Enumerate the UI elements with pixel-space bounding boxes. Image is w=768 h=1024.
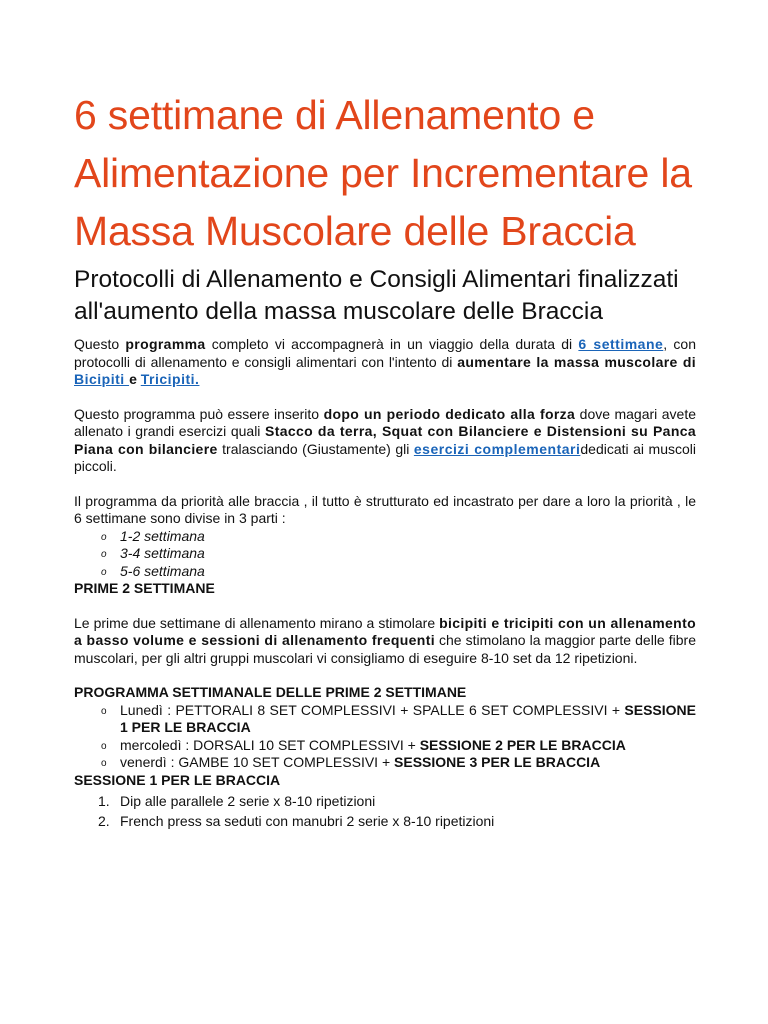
text-span: dove magari avete allenato i grandi esercizi quali <box>74 405 696 439</box>
priority-paragraph: Il programma da priorità alle braccia , il tutto è strutturato ed incastrato per dare a loro la priorità , le 6 settimane sono divise in 3 parti : <box>74 492 696 526</box>
exercise-text: French press sa seduti con manubri 2 serie x 8-10 ripetizioni <box>120 813 495 829</box>
schedule-session: SESSIONE 3 PER LE BRACCIA <box>394 754 601 770</box>
schedule-session: SESSIONE 1 PER LE BRACCIA <box>120 701 696 735</box>
list-item <box>74 811 696 831</box>
circle-bullet-icon: o <box>101 740 107 752</box>
section-heading-programma: PROGRAMMA SETTIMANALE DELLE PRIME 2 SETTIMANE <box>74 684 467 700</box>
list-item <box>74 528 696 546</box>
circle-bullet-icon: o <box>101 531 107 543</box>
list-item <box>74 791 696 811</box>
text-span: , con protocolli di allenamento e consigli alimentari con l'intento di <box>74 336 696 370</box>
link-6-settimane[interactable]: 6 settimane <box>578 336 664 352</box>
circle-bullet-icon: o <box>101 705 107 717</box>
page-subtitle: Protocolli di Allenamento e Consigli Alimentari finalizzati all'aumento della massa muscolare delle Braccia <box>74 266 679 325</box>
list-item <box>74 754 696 772</box>
list-item <box>74 563 696 581</box>
item-number: 1. <box>98 793 110 809</box>
bold-text: programma <box>125 336 206 352</box>
link-esercizi-complementari[interactable]: esercizi complementari <box>413 440 581 457</box>
context-paragraph <box>74 406 696 476</box>
bold-text: dopo un periodo dedicato alla forza <box>323 405 576 422</box>
item-number: 2. <box>98 813 110 829</box>
document-page <box>74 86 696 831</box>
text-span: Questo <box>74 336 126 352</box>
link-bicipiti[interactable]: Bicipiti <box>74 371 130 387</box>
circle-bullet-icon: o <box>101 758 107 769</box>
schedule-text: Lunedì : PETTORALI 8 SET COMPLESSIVI + SPALLE 6 SET COMPLESSIVI + <box>120 701 625 718</box>
link-tricipiti[interactable]: Tricipiti. <box>140 371 200 387</box>
text-span: tralasciando (Giustamente) gli <box>217 440 414 457</box>
section-heading-sessione: SESSIONE 1 PER LE BRACCIA <box>74 771 281 788</box>
bold-text: Stacco da terra, Squat con Bilanciere e Distensioni su Panca Piana con bilanciere <box>74 423 696 457</box>
circle-bullet-icon: o <box>101 549 107 560</box>
exercise-list <box>74 791 696 831</box>
intro-paragraph <box>74 336 696 389</box>
phase-label: 1-2 settimana <box>120 527 205 544</box>
phase-label: 3-4 settimana <box>120 545 205 561</box>
text-span: completo vi accompagnerà in un viaggio della durata di <box>205 336 579 352</box>
phase-label: 5-6 settimana <box>120 562 205 579</box>
text-span: dedicati ai muscoli piccoli. <box>74 440 697 474</box>
exercise-text: Dip alle parallele 2 serie x 8-10 ripetizioni <box>120 793 376 809</box>
text-span: e <box>129 371 141 387</box>
list-item <box>74 702 696 737</box>
text-span: Le prime due settimane di allenamento mirano a stimolare <box>74 614 440 631</box>
schedule-list <box>74 702 696 772</box>
circle-bullet-icon: o <box>101 566 107 578</box>
list-item <box>74 545 696 563</box>
schedule-text: mercoledì : DORSALI 10 SET COMPLESSIVI + <box>120 736 420 753</box>
prime-paragraph <box>74 615 696 668</box>
text-span: Questo programma può essere inserito <box>74 405 324 422</box>
text-span: che stimolano la maggior parte delle fibre muscolari, per gli altri gruppi muscolari vi consigliamo di eseguire 8-10 set da 12 ripetizioni. <box>74 632 696 666</box>
page-title: 6 settimane di Allenamento e Alimentazione per Incrementare la Massa Muscolare delle Braccia <box>74 92 692 254</box>
phases-list <box>74 528 696 581</box>
list-item <box>74 737 696 755</box>
schedule-session: SESSIONE 2 PER LE BRACCIA <box>419 736 626 753</box>
bold-text: aumentare la massa muscolare di <box>457 353 696 370</box>
schedule-text: venerdì : GAMBE 10 SET COMPLESSIVI + <box>120 754 395 770</box>
bold-text: bicipiti e tricipiti con un allenamento a basso volume e sessioni di allenamento frequenti <box>74 614 696 648</box>
section-heading-prime: PRIME 2 SETTIMANE <box>74 580 215 596</box>
